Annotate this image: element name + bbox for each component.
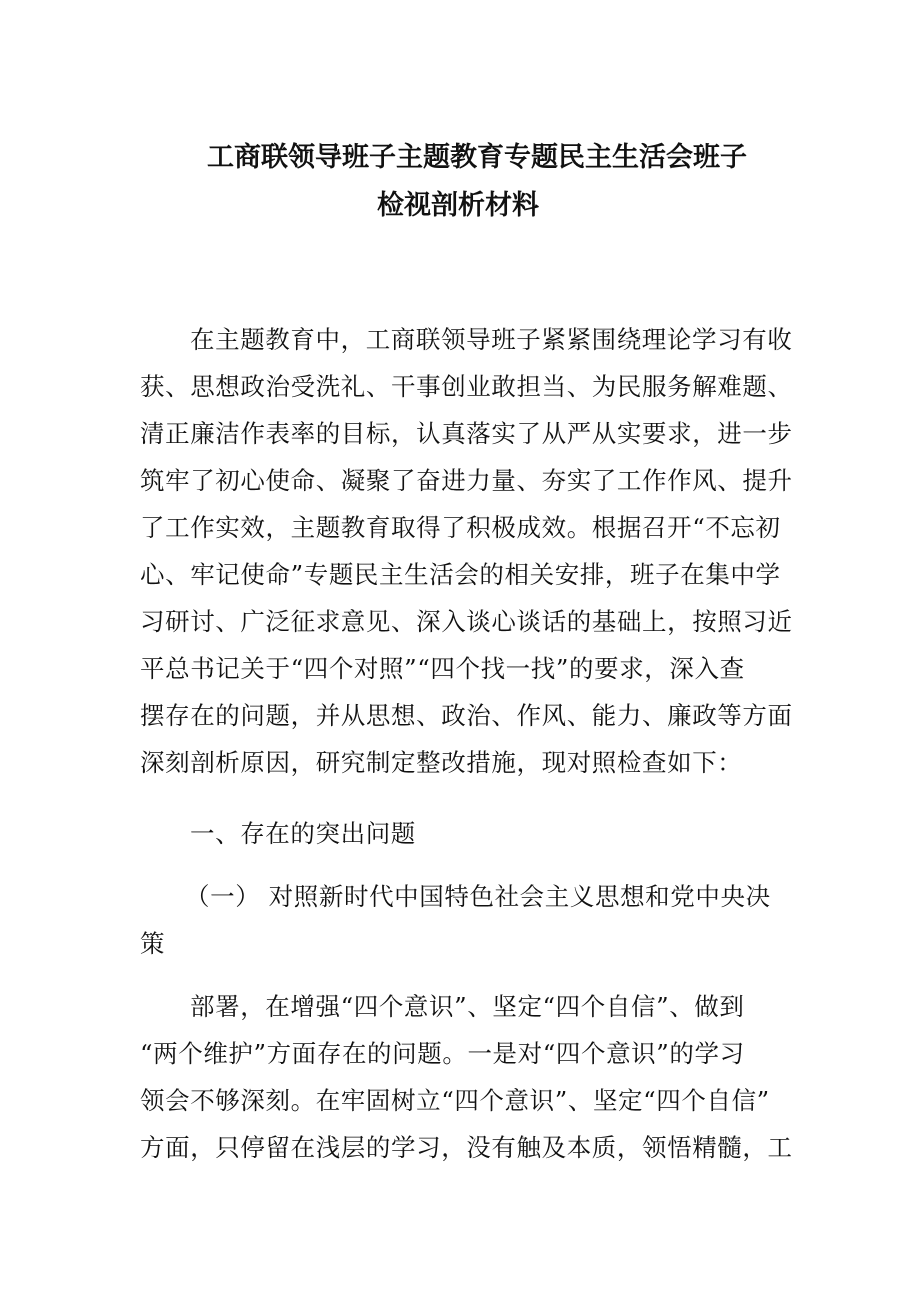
body-line-12: “两个维护”方面存在的问题。一是对“四个意识”的学习: [140, 1039, 745, 1068]
body-line-6: 心、牢记使命”专题民主生活会的相关安排，班子在集中学: [140, 560, 781, 589]
document-title-line-1: 工商联领导班子主题教育专题民主生活会班子: [207, 142, 747, 173]
body-line-13: 领会不够深刻。在牢固树立“四个意识”、坚定“四个自信”: [140, 1086, 770, 1115]
body-line-11: 部署，在增强“四个意识”、坚定“四个自信”、做到: [190, 992, 745, 1021]
body-line-10: 深刻剖析原因，研究制定整改措施，现对照检查如下：: [140, 748, 743, 777]
body-line-7: 习研讨、广泛征求意见、深入谈心谈话的基础上，按照习近: [140, 607, 793, 636]
body-line-4: 筑牢了初心使命、凝聚了奋进力量、夯实了工作作风、提升: [140, 466, 793, 495]
body-line-14: 方面，只停留在浅层的学习，没有触及本质，领悟精髓，工: [140, 1133, 793, 1162]
body-line-9: 摆存在的问题，并从思想、政治、作风、能力、廉政等方面: [140, 701, 793, 730]
body-line-2: 获、思想政治受洗礼、干事创业敢担当、为民服务解难题、: [140, 372, 793, 401]
body-line-5: 了工作实效，主题教育取得了积极成效。根据召开“不忘初: [140, 513, 781, 542]
subsection-heading: （一） 对照新时代中国特色社会主义思想和党中央决: [185, 882, 771, 911]
body-line-8: 平总书记关于“四个对照”“四个找一找”的要求，深入查: [140, 654, 745, 683]
body-line-1: 在主题教育中，工商联领导班子紧紧围绕理论学习有收: [190, 325, 793, 354]
document-title-line-2: 检视剖析材料: [377, 190, 539, 221]
subsection-heading-continued: 策: [140, 929, 166, 958]
section-heading: 一、存在的突出问题: [190, 819, 416, 848]
body-line-3: 清正廉洁作表率的目标，认真落实了从严从实要求，进一步: [140, 419, 793, 448]
